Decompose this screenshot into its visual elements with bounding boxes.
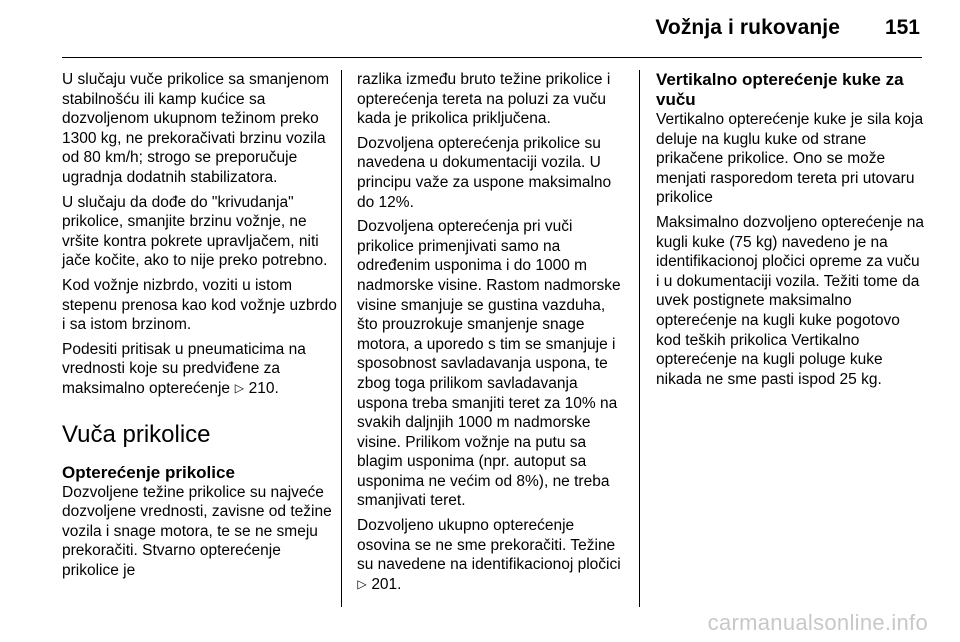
paragraph-downhill-driving: Kod vožnje nizbrdo, voziti u istom stepenu prenosa kao kod vožnje uzbrdo i sa istom brzinom. bbox=[62, 276, 337, 334]
paragraph-max-vertical-load: Maksimalno dozvoljeno opterećenje na kugli kuke (75 kg) navedeno je na identifikacionoj pločici opreme za vuču i u dokumentaciji vozila. Težiti tome da uvek postignete maksimalno opterećenje na kugli kuke pogotovo kod teških prikolica Vertikalno opterećenje na kugli poluge kuke nikada ne sme pasti ispod 25 kg. bbox=[656, 213, 924, 388]
page-header bbox=[0, 0, 960, 62]
paragraph-altitude-gradient: Dozvoljena opterećenja pri vuči prikolice primenjivati samo na određenim usponima i do 1000 m nadmorske visine. Rastom nadmorske visine smanjuje se gustina vazduha, što prouzrokuje smanjenje snage motora, a uporedo s tim se smanjuje i sposobnost savladavanja uspona, te zbog toga prilikom savladavanja uspona treba smanjiti teret za 10% na svakih daljnjih 1000 m nadmorske visine. Prilikom vožnje na putu sa blagim usponima (npr. autoput sa usponima ne većim od 8%), ne treba smanjivati teret. bbox=[357, 218, 621, 510]
text-column-3 bbox=[656, 70, 926, 389]
page-reference-link[interactable]: 210. bbox=[248, 379, 279, 397]
page-reference-arrow-icon: ▷ bbox=[357, 576, 367, 591]
paragraph-tyre-pressure bbox=[62, 340, 338, 399]
axle-load-text: Dozvoljeno ukupno opterećenje osovina se ne sme prekoračiti. Težine su navedene na identifikacionoj pločici bbox=[357, 517, 621, 574]
paragraph-axle-load bbox=[357, 516, 629, 594]
column-divider bbox=[341, 70, 342, 607]
paragraph-vertical-load-definition: Vertikalno opterećenje kuke je sila koja deluje na kuglu kuke od strane prikačene prikolice. Ono se može menjati rasporedom tereta pri utovaru prikolice bbox=[656, 111, 924, 207]
page-reference-arrow-icon: ▷ bbox=[234, 380, 244, 395]
paragraph-unstable-trailer: U slučaju vuče prikolice sa smanjenom stabilnošću ili kamp kućice sa dozvoljenom ukupnom težinom preko 1300 kg, ne prekoračivati brzinu vozila od 80 km/h; strogo se preporučuje ugradnja dodatnih stabilizatora. bbox=[62, 71, 330, 186]
paragraph-trailer-load-definition: razlika između bruto težine prikolice i opterećenja tereta na poluzi za vuču kada je prikolica priključena. bbox=[357, 71, 611, 128]
paragraph-trailer-weights: Dozvoljene težine prikolice su najveće dozvoljene vrednosti, zavisne od težine vozila i snage motora, te se ne smeju prekoračiti. Stvarno opterećenje prikolice je bbox=[62, 483, 332, 579]
running-header-title: Vožnja i rukovanje bbox=[655, 16, 840, 39]
subheading-vertical-load: Vertikalno opterećenje kuke za vuču bbox=[656, 70, 904, 109]
subheading-trailer-load: Opterećenje prikolice bbox=[62, 462, 235, 482]
paragraph-trailer-snaking: U slučaju da dođe do "krivudanja" prikolice, smanjite brzinu vožnje, ne vršite kontra pokrete upravljačem, niti jače kočite, ako to nije preko potrebno. bbox=[62, 193, 328, 270]
page-number: 151 bbox=[884, 16, 920, 39]
section-title: Vuča prikolice bbox=[62, 420, 211, 448]
text-column-1 bbox=[62, 70, 338, 580]
watermark: carmanualsonline.info bbox=[707, 610, 928, 635]
paragraph-permitted-loads: Dozvoljena opterećenja prikolice su navedena u dokumentaciji vozila. U principu važe za uspone maksimalno do 12%. bbox=[357, 134, 612, 211]
column-divider bbox=[639, 70, 640, 607]
page-reference-link[interactable]: 201. bbox=[371, 575, 402, 593]
header-rule bbox=[62, 57, 922, 58]
text-column-2 bbox=[357, 70, 629, 594]
tyre-pressure-text: Podesiti pritisak u pneumaticima na vrednosti koje su predviđene za maksimalno opterećenje bbox=[62, 340, 306, 397]
